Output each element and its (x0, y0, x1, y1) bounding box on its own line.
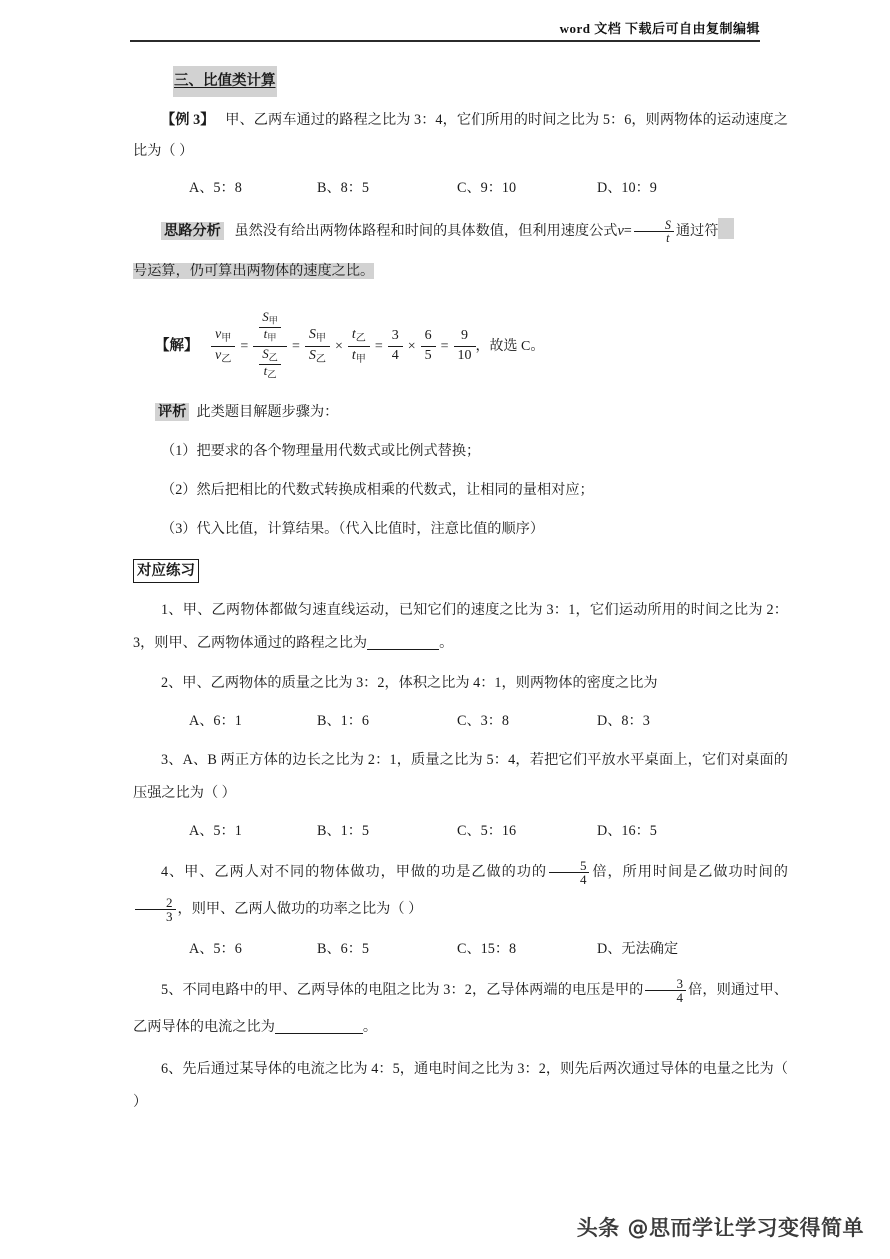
practice-header-row (133, 545, 788, 587)
practice-item-1 (133, 594, 788, 660)
formula-equals-2: = (291, 338, 300, 354)
example-options (133, 173, 788, 204)
example-stem-text: 甲、乙两车通过的路程之比为 3：4，它们所用的时间之比为 5：6，则两物体的运动速度之比为（ ） (133, 112, 788, 159)
practice-item-4-frac1-den: 4 (549, 872, 590, 887)
practice-item-4-options (133, 934, 788, 965)
analysis-formula-lhs: v (617, 223, 624, 239)
practice-item-2 (133, 667, 788, 700)
practice-item-1-text: 1、甲、乙两物体都做匀速直线运动，已知它们的速度之比为 3：1，它们运动所用的时间之比为 2：3，则甲、乙两物体通过的路程之比为 (133, 602, 788, 651)
analysis-highlight-tail (718, 218, 734, 239)
practice-item-4-frac1-num: 5 (579, 857, 587, 873)
practice-item-3-option-c: C、5：16 (457, 823, 517, 839)
practice-item-5-frac-num: 3 (676, 975, 683, 991)
formula-S-yi: $S_乙$ (305, 346, 330, 365)
analysis-formula-numerator: S (664, 217, 671, 232)
document-body (133, 66, 788, 1119)
practice-item-4-text-2: ，则甲、乙两人做功的功率之比为（ ） (177, 901, 423, 917)
practice-item-2-option-a: A、6：1 (189, 713, 242, 729)
practice-item-5-blank[interactable] (275, 1033, 363, 1034)
practice-item-4-fraction-1 (549, 859, 590, 887)
formula-fraction-six-fifths (421, 328, 436, 363)
formula-num-3: 3 (391, 328, 399, 344)
practice-item-3-option-d: D、16：5 (597, 823, 657, 839)
comment-label: 评析 (155, 403, 189, 421)
formula-S-jia-top: $S_甲$ (262, 309, 278, 327)
solution-label: 【解】 (155, 337, 199, 354)
formula-fraction-nine-tenths (454, 328, 476, 363)
formula-ratio-t (348, 327, 370, 365)
solution-formula (211, 311, 544, 381)
formula-equals-4: = (440, 338, 449, 354)
formula-den-4: 4 (388, 346, 403, 364)
practice-item-3 (133, 744, 788, 810)
practice-item-1-tail: 。 (439, 635, 454, 651)
practice-item-1-blank[interactable] (367, 649, 439, 650)
formula-nested-top (253, 311, 287, 346)
formula-t-yi-bottom: $t_乙$ (259, 364, 281, 381)
formula-den-5: 5 (421, 346, 436, 364)
practice-item-4-fraction-2 (135, 896, 176, 924)
practice-item-4-text-mid: 倍，所用时间是乙做功时间的 (591, 864, 788, 880)
formula-equals-3: = (374, 338, 383, 354)
analysis-text-before: 虽然没有给出两物体路程和时间的具体数值，但利用速度公式 (234, 223, 618, 239)
practice-item-2-option-b: B、1：6 (317, 713, 370, 729)
analysis-formula-denominator: t (634, 231, 674, 245)
formula-S-yi-bottom: $S_乙$ (262, 346, 278, 364)
analysis-text-after: 通过符 (675, 223, 719, 239)
analysis-label: 思路分析 (161, 222, 224, 240)
comment-step-2: （2）然后把相比的代数式转换成相乘的代数式，让相同的量相对应； (161, 482, 594, 498)
example-option-a: A、5：8 (189, 180, 242, 196)
practice-item-5-text-1: 5、不同电路中的甲、乙两导体的电阻之比为 3：2，乙导体两端的电压是甲的 (161, 982, 644, 998)
comment-intro: 此类题目解题步骤为： (196, 404, 339, 420)
formula-nested-bottom (253, 346, 287, 382)
practice-item-2-option-d: D、8：3 (597, 713, 650, 729)
formula-v-yi: $v_乙$ (211, 346, 235, 365)
practice-item-4-option-c: C、15：8 (457, 941, 517, 957)
formula-t-yi: $t_乙$ (351, 327, 366, 344)
analysis-line2-text: 号运算，仍可算出两物体的速度之比。 (133, 263, 375, 279)
solution-row (133, 303, 788, 389)
practice-item-4-option-d: D、无法确定 (597, 941, 679, 957)
formula-times-2: × (407, 338, 416, 354)
example-option-b: B、8：5 (317, 180, 370, 196)
practice-item-3-option-b: B、1：5 (317, 823, 370, 839)
practice-item-3-text: 3、A、B 两正方体的边长之比为 2：1，质量之比为 5：4，若把它们平放水平桌面上，它们对桌面的压强之比为（ ） (133, 752, 788, 801)
formula-ratio-v (211, 327, 235, 365)
practice-item-2-text: 2、甲、乙两物体的质量之比为 3：2，体积之比为 4：1，则两物体的密度之比为 (161, 675, 658, 691)
practice-item-5-fraction (645, 977, 686, 1005)
comment-step-1: （1）把要求的各个物理量用代数式或比例式替换； (161, 443, 481, 459)
comment-paragraph (133, 397, 788, 428)
practice-item-3-options (133, 816, 788, 847)
analysis-formula-eq: = (623, 223, 632, 239)
practice-item-5 (133, 972, 788, 1046)
example-stem-paragraph (133, 105, 788, 167)
analysis-line2 (133, 256, 788, 287)
practice-item-6-text: 6、先后通过某导体的电流之比为 4：5，通电时间之比为 3：2，则先后两次通过导体的电量之比为（ ） (133, 1061, 788, 1110)
formula-t-jia: $t_甲$ (348, 346, 370, 365)
watermark: 头条 @思而学让学习变得简单 (576, 1216, 864, 1240)
header-divider (130, 40, 760, 42)
practice-label: 对应练习 (133, 559, 199, 583)
practice-item-4-frac2-num: 2 (166, 894, 173, 910)
practice-item-2-options (133, 706, 788, 737)
practice-item-4-option-a: A、5：6 (189, 941, 242, 957)
practice-item-6 (133, 1053, 788, 1119)
practice-item-4-frac2-den: 3 (135, 909, 176, 924)
formula-ratio-S (305, 327, 330, 365)
formula-fraction-three-fourths (388, 328, 403, 363)
formula-S-jia: $S_甲$ (308, 327, 326, 344)
formula-num-9: 9 (461, 328, 469, 344)
section-title: 三、比值类计算 (173, 66, 277, 97)
formula-v-jia: $v_甲$ (215, 327, 232, 344)
solution-tail-text: ，故选 C。 (475, 338, 545, 354)
practice-item-2-option-c: C、3：8 (457, 713, 510, 729)
comment-step-3: （3）代入比值，计算结果。（代入比值时，注意比值的顺序） (161, 521, 545, 537)
formula-equals-1: = (240, 338, 249, 354)
formula-num-6: 6 (424, 328, 432, 344)
practice-item-5-text-2: 倍，则通过甲、乙两导体的电流之比为 (133, 982, 788, 1035)
formula-times-1: × (334, 338, 343, 354)
formula-den-10: 10 (454, 346, 476, 364)
header-text: word 文档 下载后可自由复制编辑 (559, 21, 760, 36)
example-option-d: D、10：9 (597, 180, 657, 196)
formula-nested-ratio (253, 311, 287, 381)
formula-t-jia-top: $t_甲$ (259, 327, 281, 344)
section-title-row (133, 66, 788, 97)
practice-item-3-option-a: A、5：1 (189, 823, 242, 839)
page-header (130, 18, 760, 42)
analysis-formula-fraction (634, 219, 674, 245)
example-label: 【例 3】 (161, 112, 215, 128)
practice-item-4-text-1: 4、甲、乙两人对不同的物体做功，甲做的功是乙做的功的 (161, 864, 547, 880)
analysis-paragraph (133, 214, 788, 248)
practice-item-5-frac-den: 4 (645, 990, 686, 1005)
practice-item-5-text-3: 。 (362, 1019, 378, 1035)
practice-item-4-option-b: B、6：5 (317, 941, 370, 957)
example-option-c: C、9：10 (457, 180, 517, 196)
practice-item-4 (133, 854, 788, 928)
